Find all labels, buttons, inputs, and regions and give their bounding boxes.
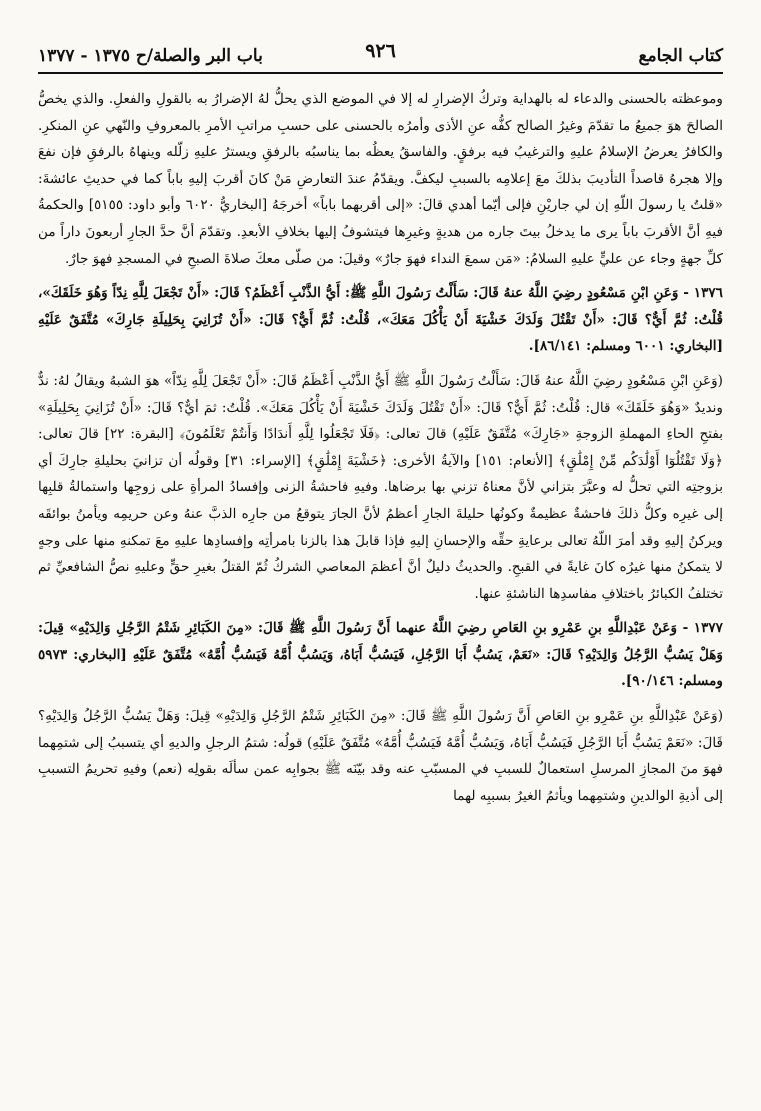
page-number: ٩٢٦	[365, 40, 396, 62]
hadith-1377: ١٣٧٧ - وَعَنْ عَبْدِاللَّهِ بنِ عَمْرِو بنِ العَاصِ رضِيَ اللَّهُ عنهما أَنَّ رَسُولَ اللَّهِ ﷺ قَالَ: «مِنَ الكَبَائِرِ شَتْمُ الرَّجُلِ وَالِدَيْهِ» قِيلَ: وَهَلْ يَسُبُّ الرَّجُلُ وَالِدَيْهِ؟ قَالَ: «نَعَمْ، يَسُبُّ أَبَا الرَّجُلِ، فَيَسُبُّ أَبَاهُ، وَيَسُبُّ أُمَّهُ فَيَسُبُّ أُمَّهُ» مُتَّفَقٌ عَلَيْهِ [البخاري: ٥٩٧٣ ومسلم: ٩٠/١٤٦].	[38, 620, 723, 690]
hadith-1376: ١٣٧٦ - وَعَنِ ابْنِ مَسْعُودٍ رضِيَ اللَّهُ عنهُ قَالَ: سَأَلْتُ رَسُولَ اللَّهِ ﷺ: أَيُّ الذَّنْبِ أَعْظَمُ؟ قَالَ: «أَنْ تَجْعَلَ لِلَّهِ نِدّاً وَهُوَ خَلَقَكَ»، قُلْتُ: ثُمَّ أَيٌّ؟ قَالَ: «أَنْ تَقْتُلَ وَلَدَكَ خَشْيَةَ أَنْ يَأْكُلَ مَعَكَ»، قُلْتُ: ثُمَّ أَيٌّ؟ قَالَ: «أَنْ تُزَانِيَ بِحَلِيلَةِ جَارِكَ» مُتَّفَقٌ عَلَيْهِ [البخاري: ٦٠٠١ ومسلم: ٨٦/١٤١].	[38, 285, 723, 355]
paragraph-commentary-1376: (وَعَنِ ابْنِ مَسْعُودٍ رضِيَ اللَّهُ عنهُ قَالَ: سَأَلْتُ رَسُولَ اللَّهِ ﷺ أَيُّ الذَّنْبِ أَعْظَمُ قَالَ: «أَنْ تَجْعَلَ لِلَّهِ نِدّاً» هوَ الشبهُ ويقالُ لهُ: ندٌّ ونديدٌ «وَهُوَ خَلَقَكَ» قال: قُلْتُ: ثُمَّ أَيٌّ؟ قَالَ: «أَنْ تَقْتُلَ وَلَدَكَ خَشْيَةَ أَنْ يَأْكُلَ مَعَكَ». قُلْتُ: ثمَ أيٌّ؟ قَالَ: «أَنْ تُزَانِيَ بِحَلِيلَةِ» بفتحِ الحاءِ المهملةِ الزوجةِ «جَارِكَ» مُتَّفَقٌ عَلَيْهِ) قالَ تعالى: ﴿فَلَا تَجْعَلُوا لِلَّهِ أَندَادًا وَأَنتُمْ تَعْلَمُونَ﴾ [البقرة: ٢٢] قالَ تعالى: ﴿وَلَا تَقْتُلُوٓا أَوْلَٰدَكُم مِّنْ إِمْلَٰقٍ﴾ [الأنعام: ١٥١] والآيةُ الأخرى: ﴿خَشْيَةَ إِمْلَٰقٍ﴾ [الإسراء: ٣١] وقولُه أن تزانيَ بحليلةِ جارِكَ أي بزوجتِه التي تحلُّ له وعبَّرَ بتزاني لأنَّ معناهُ تزني بها برضاها. وفيهِ فاحشةُ الزنى وإفسادُ المرأةِ على زوجِها واستمالةُ قلبِها إلى غيرِه وكلُّ ذلكَ فاحشةٌ عظيمةٌ وكونُها حليلةَ الجارِ أعظمُ لأنَّ الجارَ يتوقعُ من جارِه الذبَّ عنهُ وعن حريمِه ويأمنُ بوائقَه ويركنُ إليهِ وقد أمرَ اللّهُ تعالى برعايةِ حقِّه والإحسانِ إليهِ فإذا قابلَ هذا بالزنا بامرأتِه وإفسادِها عليهِ معَ تمكنهِ منها على وجهٍ لا يتمكنُ منها غيرُه كانَ غايةً في القبحِ. والحديثُ دليلٌ أنَّ أعظمَ المعاصي الشركُ ثُمّ القتلُ بغيرِ حقٍّ وعليهِ نصُّ الشافعيِّ ثم تختلفُ الكبائرُ باختلافِ مفاسدِها الناشئةِ عنها.	[38, 372, 723, 602]
chapter-reference: باب البر والصلة/ح ١٣٧٥ - ١٣٧٧	[38, 46, 263, 66]
header-rule	[38, 72, 723, 74]
paragraph-commentary-1: وموعظته بالحسنى والدعاء له بالهداية وتركُ الإضرارِ له إلا في الموضع الذي يحلُّ لهُ الإضرارُ به بالقولِ والفعلِ. والذي يخصُّ الصالحَ هوَ جميعُ ما تقدّمَ وغيرُ الصالح كفُّه عنِ الأذى وأمرُه بالحسنى على حسبِ مراتبِ الأمرِ بالمعروفِ والنّهي عنِ المنكرِ. والكافرُ يعرضُ الإسلامُ عليهِ والترغيبُ فيه برفقٍ. والفاسقُ يعظُه بما يناسبُه بالرفقِ ويسترُ عليهِ زلّله وينهاهُ بالرفقِ فإن نفعَ وإلا هجرهُ قاصداً التأديبَ بذلكَ معَ إعلامِه بالسببِ ليكفَّ. ويقدّمُ عندَ التعارضِ مَنْ كانَ أقربَ إليهِ باباً كما في حديثِ عائشةَ: «قلتُ يا رسولَ اللّهِ إن لي جاريْنِ فإلى أيّما أهدي قالَ: «إلى أقربهما باباً» أخرجَهُ [البخاريُّ ٦٠٢٠ وأبو داود: ٥١٥٥] والحكمةُ فيهِ أنَّ الأقربَ باباً يرى ما يدخلُ بيتَ جاره من هديةٍ وغيرِها فيتشوفُ إليها بخلافِ الأبعدِ. وتقدّمَ أنَّ حدَّ الجارِ أربعونَ داراً من كلِّ جهةٍ وجاء عن عليٍّ عليهِ السلامُ: «مَن سمعَ النداء فهوَ جارٌ» وقيلَ: من صلّى معكَ صلاةَ الصبحِ في المسجدِ فهوَ جارٌ.	[38, 91, 723, 267]
page-content	[38, 86, 723, 809]
page-header	[38, 36, 723, 70]
book-title: كتاب الجامع	[638, 46, 723, 66]
paragraph-commentary-1377: (وَعَنْ عَبْدِاللَّهِ بنِ عَمْرِو بنِ العَاصِ أَنَّ رَسُولَ اللَّهِ ﷺ قَالَ: «مِنَ الكَبَائِرِ شَتْمُ الرَّجُلِ وَالِدَيْهِ» قِيلَ: وَهَلْ يَسُبُّ الرَّجُلُ وَالِدَيْهِ؟ قَالَ: «نَعَمْ يَسُبُّ أَبَا الرَّجُلِ فَيَسُبُّ أَبَاهُ، وَيَسُبُّ أُمَّهُ فَيَسُبُّ أُمَّهُ» مُتَّفَقٌ عَلَيْهِ) قولُه: شتمُ الرجلِ والديهِ أي يتسببُ إلى شتمِهما فهوَ منَ المجازِ المرسلِ استعمالٌ للسببِ في المسبّبِ عنه وقد بيّنَه ﷺ بجوابِه عمن سألَه بقولِه (نعم) وفيهِ تحريمُ التسببِ إلى أذيةِ الوالدينِ وشتمِهما ويأثمُ الغيرُ بسببِه لهما	[38, 708, 723, 804]
